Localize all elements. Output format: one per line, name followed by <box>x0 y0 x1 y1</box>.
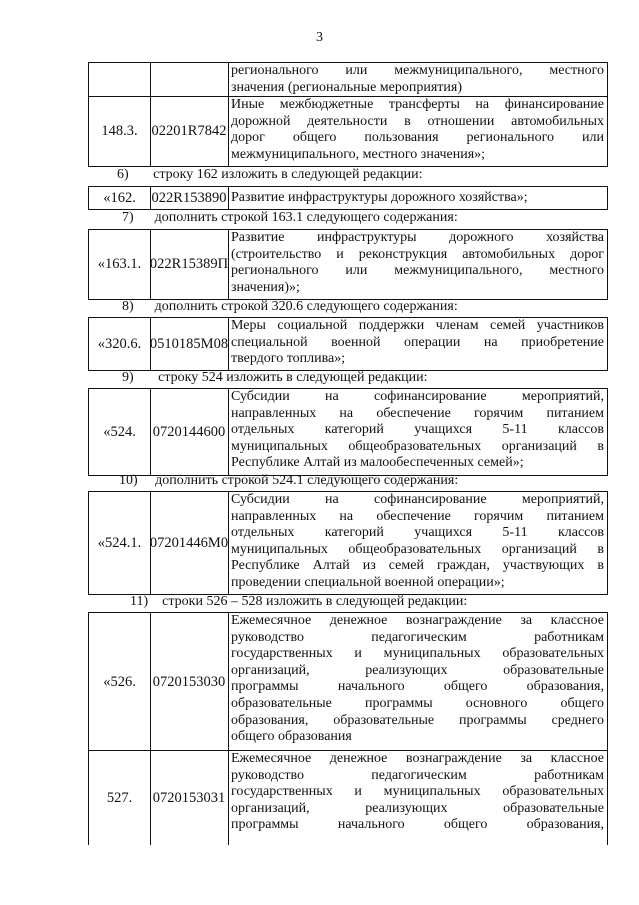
description-line: регионального или межмуниципального, местного <box>231 63 604 78</box>
instruction-text: дополнить строкой 320.6 следующего содержания: <box>154 299 458 314</box>
instruction-number: 7) <box>122 210 134 225</box>
description-line: государственных и муниципальных образовательных <box>231 784 604 800</box>
instruction-number: 10) <box>119 473 138 488</box>
description-line: образовательные программы основного общего <box>231 695 604 711</box>
description-line: программы начального общего образования, <box>231 817 604 833</box>
description-line: муниципальных общеобразовательных организаций в <box>231 541 604 557</box>
description-line: проведении специальной военной операции»; <box>231 574 505 590</box>
description-line: направленных на обеспечение горячим питанием <box>231 508 604 524</box>
row-code: 022R15389П <box>150 230 229 299</box>
row-code: 02201R7842 <box>150 97 229 166</box>
description-line: отдельных категорий учащихся 5-11 классов <box>231 422 604 438</box>
row-code: 0720153030 <box>150 613 229 751</box>
description-line: общего образования <box>231 729 352 745</box>
row-number: 148.3. <box>89 97 151 166</box>
row-number: 527. <box>89 751 151 845</box>
table-row-524-1 <box>88 491 608 595</box>
description-line: руководство педагогическим работникам <box>231 629 604 645</box>
row-code: 07201446М0 <box>150 492 229 594</box>
instruction-text: строки 526 – 528 изложить в следующей редакции: <box>162 594 468 609</box>
row-number: «162. <box>89 187 151 209</box>
instruction-7 <box>122 210 458 226</box>
description-line: отдельных категорий учащихся 5-11 классов <box>231 525 604 541</box>
description-line: программы начального общего образования, <box>231 679 604 695</box>
row-description-cell <box>229 97 604 166</box>
description-line: Республике Алтай из семей граждан, участвующих в <box>231 558 604 574</box>
instruction-text: строку 162 изложить в следующей редакции: <box>153 167 423 182</box>
table-row-continuation <box>88 62 608 98</box>
row-code-cell <box>150 63 229 97</box>
row-description-cell <box>229 318 604 370</box>
instruction-6 <box>117 167 423 183</box>
description-line: Развитие инфраструктуры дорожного хозяйства <box>231 230 604 245</box>
description-line: значения)»; <box>231 279 300 295</box>
table-row-526 <box>88 612 608 752</box>
description-line: государственных и муниципальных образовательных <box>231 646 604 662</box>
row-description-cell <box>229 63 604 97</box>
table-row-163-1 <box>88 229 608 300</box>
row-code: 0510185М08 <box>150 318 229 370</box>
instruction-11 <box>130 594 467 610</box>
description-line: специальной военной операции на приобретение <box>231 334 604 350</box>
table-row-320-6 <box>88 317 608 371</box>
row-code: 022R153890 <box>150 187 229 209</box>
table-row-148-3 <box>88 96 608 167</box>
description-line: Ежемесячное денежное вознаграждение за классное <box>231 751 604 766</box>
row-number: «524.1. <box>89 492 151 594</box>
row-description-cell <box>229 492 604 594</box>
description-line: Ежемесячное денежное вознаграждение за классное <box>231 613 604 628</box>
description-line: (строительство и реконструкция автомобильных дорог <box>231 246 604 262</box>
description-line: Меры социальной поддержки членам семей участников <box>231 318 604 333</box>
description-line: межмуниципального, местного значения»; <box>231 146 486 162</box>
instruction-text: строку 524 изложить в следующей редакции: <box>158 370 428 385</box>
description-line: организаций, реализующих образовательные <box>231 662 604 678</box>
row-number-cell <box>89 63 151 97</box>
row-code: 0720153031 <box>150 751 229 845</box>
row-code: 0720144600 <box>150 389 229 475</box>
description-line: направленных на обеспечение горячим питанием <box>231 405 604 421</box>
description-line: образования, образовательные программы среднего <box>231 712 604 728</box>
row-description-cell <box>229 187 604 209</box>
description-line: Республике Алтай из малообеспеченных семей»; <box>231 455 524 471</box>
description-line: дорожной деятельности в отношении автомобильных <box>231 113 604 129</box>
row-description-cell <box>229 751 604 845</box>
description-line: муниципальных общеобразовательных организаций в <box>231 438 604 454</box>
description-line: руководство педагогическим работникам <box>231 767 604 783</box>
instruction-number: 8) <box>122 299 134 314</box>
row-description-cell <box>229 389 604 475</box>
description-line: Субсидии на софинансирование мероприятий, <box>231 492 604 507</box>
instruction-number: 11) <box>130 594 149 609</box>
instruction-8 <box>122 299 458 315</box>
instruction-text: дополнить строкой 524.1 следующего содержания: <box>155 473 459 488</box>
row-number: «163.1. <box>89 230 151 299</box>
row-description-cell <box>229 230 604 299</box>
instruction-text: дополнить строкой 163.1 следующего содержания: <box>154 210 458 225</box>
row-number: «526. <box>89 613 151 751</box>
instruction-9 <box>122 370 428 386</box>
row-number: «320.6. <box>89 318 151 370</box>
description-line: организаций, реализующих образовательные <box>231 800 604 816</box>
table-row-162 <box>88 186 608 210</box>
page-number: 3 <box>316 30 323 45</box>
description-line: значения (региональные мероприятия) <box>231 79 462 95</box>
description-line: регионального или межмуниципального, местного <box>231 263 604 279</box>
instruction-10 <box>119 473 458 489</box>
description-line: дорог общего пользования регионального или <box>231 130 604 146</box>
table-row-527 <box>88 750 608 845</box>
description-line: Развитие инфраструктуры дорожного хозяйства»; <box>231 189 528 205</box>
description-line: твердого топлива»; <box>231 351 346 367</box>
description-line: Иные межбюджетные трансферты на финансирование <box>231 97 604 112</box>
row-description-cell <box>229 613 604 751</box>
row-number: «524. <box>89 389 151 475</box>
instruction-number: 9) <box>122 370 134 385</box>
table-row-524 <box>88 388 608 476</box>
description-line: Субсидии на софинансирование мероприятий, <box>231 389 604 404</box>
instruction-number: 6) <box>117 167 129 182</box>
